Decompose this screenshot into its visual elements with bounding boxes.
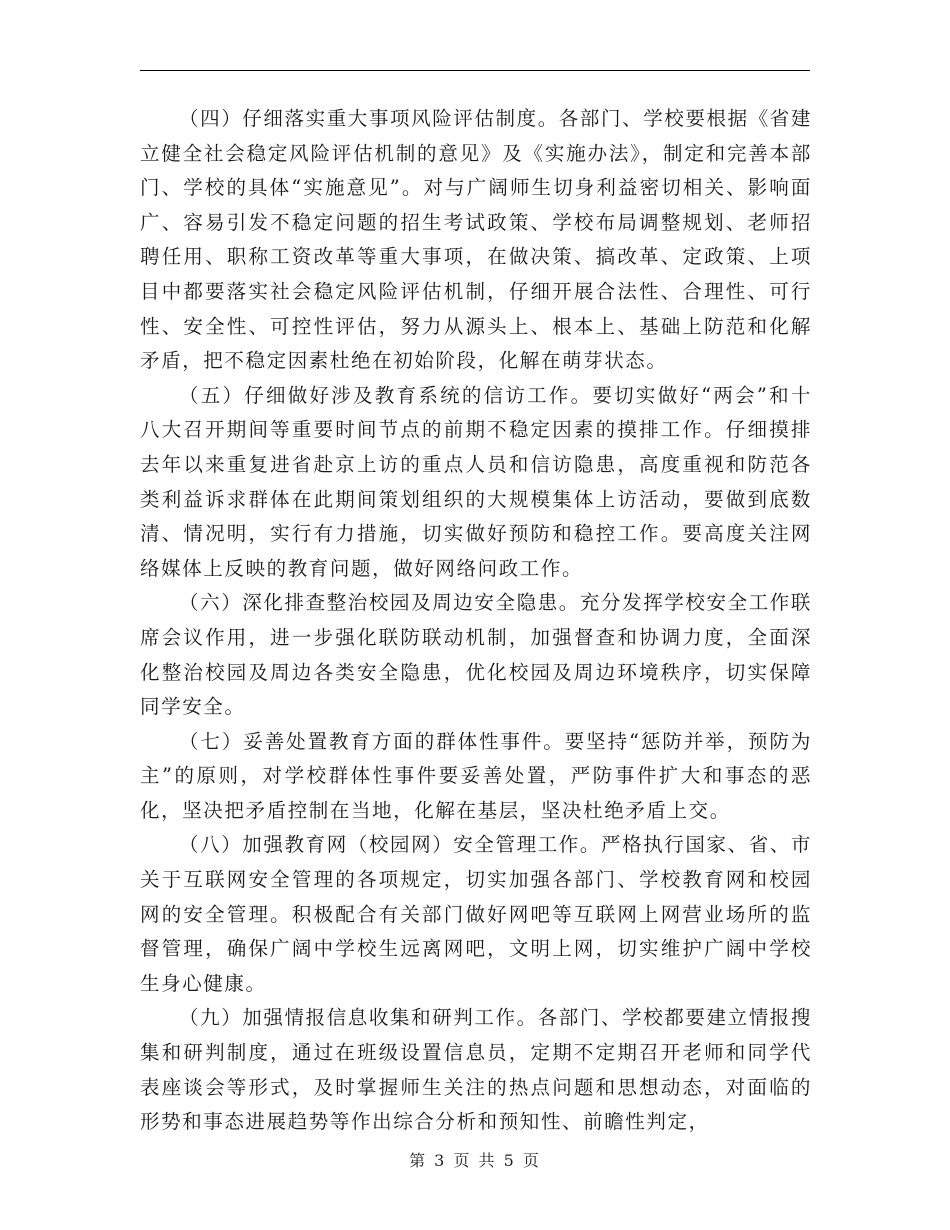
document-body (140, 102, 812, 1140)
paragraph-4: （四）仔细落实重大事项风险评估制度。各部门、学校要根据《省建立健全社会稳定风险评估机制的意见》及《实施办法》，制定和完善本部门、学校的具体“实施意见”。对与广阔师生切身利益密切相关、影响面广、容易引发不稳定问题的招生考试政策、学校布局调整规划、老师招聘任用、职称工资改革等重大事项，在做决策、搞改革、定政策、上项目中都要落实社会稳定风险评估机制，仔细开展合法性、合理性、可行性、安全性、可控性评估，努力从源头上、根本上、基础上防范和化解矛盾，把不稳定因素杜绝在初始阶段，化解在萌芽状态。 (140, 107, 813, 373)
paragraph-6: （六）深化排查整治校园及周边安全隐患。充分发挥学校安全工作联席会议作用，进一步强化联防联动机制，加强督查和协调力度，全面深化整治校园及周边各类安全隐患，优化校园及周边环境秩序，切实保障同学安全。 (140, 591, 813, 719)
page-number-footer: 第 3 页 共 5 页 (409, 1151, 541, 1170)
header-rule (140, 70, 810, 71)
paragraph-5: （五）仔细做好涉及教育系统的信访工作。要切实做好“两会”和十八大召开期间等重要时间节点的前期不稳定因素的摸排工作。仔细摸排去年以来重复进省赴京上访的重点人员和信访隐患，高度重视和防范各类利益诉求群体在此期间策划组织的大规模集体上访活动，要做到底数清、情况明，实行有力措施，切实做好预防和稳控工作。要高度关注网络媒体上反映的教育问题，做好网络问政工作。 (140, 383, 812, 580)
paragraph-7: （七）妥善处置教育方面的群体性事件。要坚持“惩防并举，预防为主”的原则，对学校群体性事件要妥善处置，严防事件扩大和事态的恶化，坚决把矛盾控制在当地，化解在基层，坚决杜绝矛盾上交。 (140, 729, 812, 822)
paragraph-8: （八）加强教育网（校园网）安全管理工作。严格执行国家、省、市关于互联网安全管理的各项规定，切实加强各部门、学校教育网和校园网的安全管理。积极配合有关部门做好网吧等互联网上网营业场所的监督管理，确保广阔中学校生远离网吧，文明上网，切实维护广阔中学校生身心健康。 (140, 833, 813, 995)
paragraph-9: （九）加强情报信息收集和研判工作。各部门、学校都要建立情报搜集和研判制度，通过在班级设置信息员，定期不定期召开老师和同学代表座谈会等形式，及时掌握师生关注的热点问题和思想动态，对面临的形势和事态进展趋势等作出综合分析和预知性、前瞻性判定， (140, 1006, 813, 1134)
